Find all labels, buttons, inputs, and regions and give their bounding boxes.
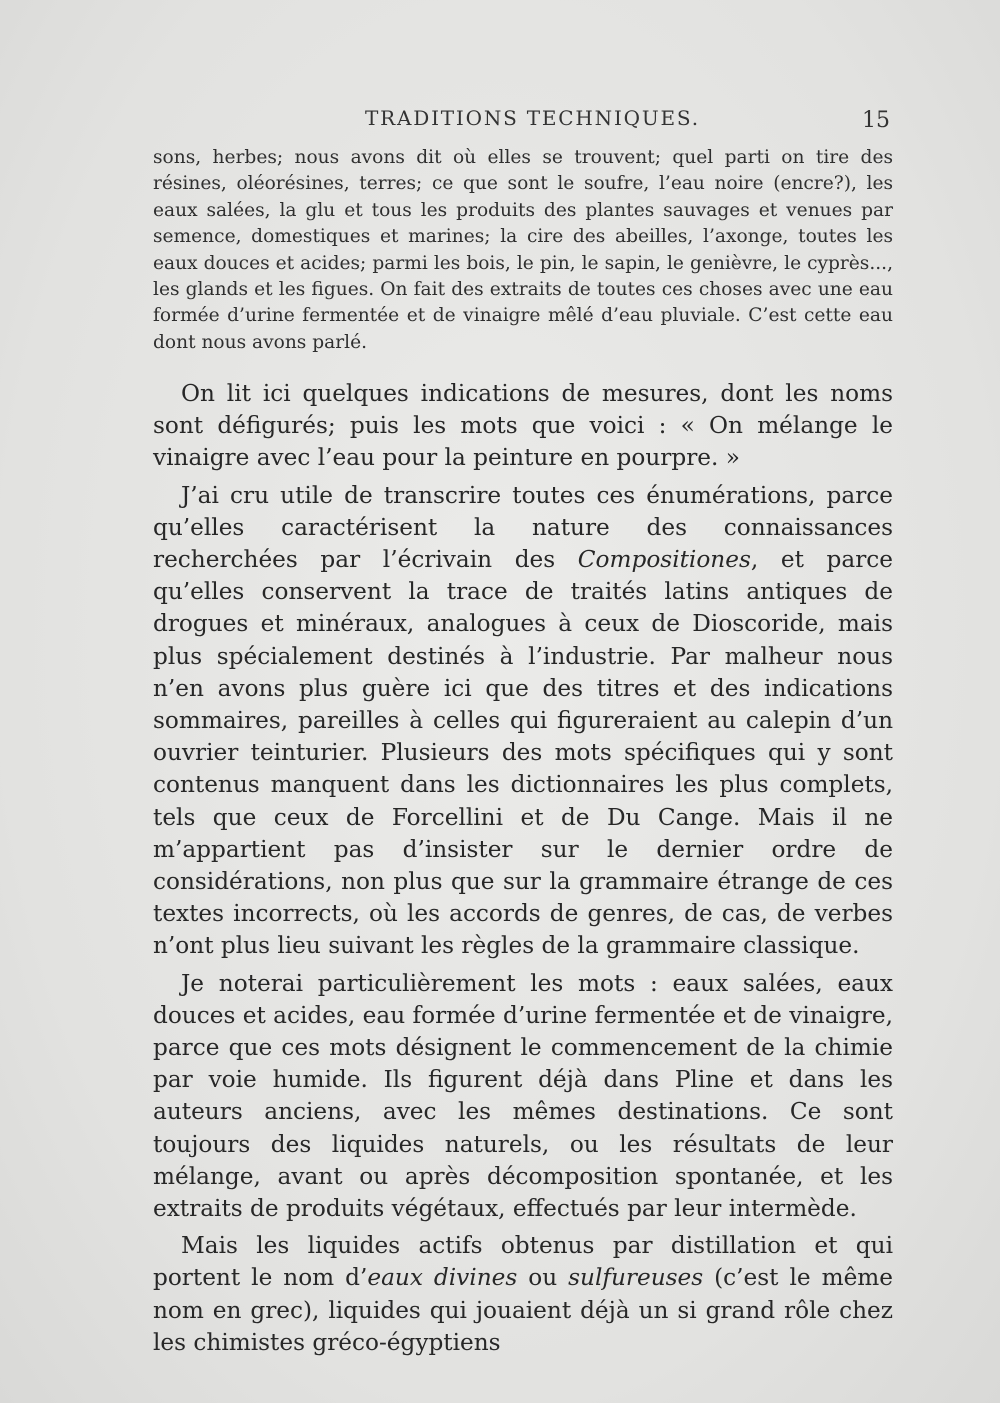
running-title: TRADITIONS TECHNIQUES. <box>365 106 700 130</box>
paragraph-2-part-a: J’ai cru utile de transcrire toutes ces énumérations, parce qu’elles caractérisent la nature des connaissances recherchées par l’écrivain des <box>153 481 893 574</box>
paragraph-2 <box>153 480 893 963</box>
paragraph-4 <box>153 1230 893 1359</box>
quoted-passage <box>153 145 893 356</box>
quote-paragraph: sons, herbes; nous avons dit où elles se trouvent; quel parti on tire des résines, oléorésines, terres; ce que sont le soufre, l’eau noire (encre?), les eaux salées, la glu et tous les produits des plantes sauvages et venues par semence, domestiques et marines; la cire des abeilles, l’axonge, toutes les eaux douces et acides; parmi les bois, le pin, le sapin, le genièvre, le cyprès..., les glands et les figues. On fait des extraits de toutes ces choses avec une eau formée d’urine fermentée et de vinaigre mêlé d’eau pluviale. C’est cette eau dont nous avons parlé. <box>153 147 893 353</box>
paragraph-4-part-b: ou <box>517 1264 569 1292</box>
title-compositiones: Compositiones <box>577 546 751 574</box>
paragraph-2-part-b: , et parce qu’elles conservent la trace de traités latins antiques de drogues et minéraux, analogues à ceux de Dioscoride, mais plus spécialement destinés à l’industrie. Par malheur nous n’en avons plus guère ici que des titres et des indications sommaires, pareilles à celles qui figureraient au calepin d’un ouvrier teinturier. Plusieurs des mots spécifiques qui y sont contenus manquent dans les dictionnaires les plus complets, tels que ceux de Forcellini et de Du Cange. Mais il ne m’appartient pas d’insister sur le dernier ordre de considérations, non plus que sur la grammaire étrange de ces textes incorrects, où les accords de genres, de cas, de verbes n’ont plus lieu suivant les règles de la grammaire classique. <box>153 546 893 960</box>
term-sulfureuses: sulfureuses <box>568 1264 704 1292</box>
main-text <box>153 378 893 1364</box>
paragraph-4-part-a: Mais les liquides actifs obtenus par distillation et qui portent le nom d’ <box>153 1232 893 1292</box>
term-eaux-divines: eaux divines <box>367 1264 518 1292</box>
paragraph-1: On lit ici quelques indications de mesures, dont les noms sont défigurés; puis les mots que voici : « On mélange le vinaigre avec l’eau pour la peinture en pourpre. » <box>153 380 893 472</box>
paragraph-4-part-c: (c’est le même nom en grec), liquides qui jouaient déjà un si grand rôle chez les chimistes gréco-égyptiens <box>153 1264 894 1356</box>
running-head <box>150 102 890 138</box>
page-number: 15 <box>862 108 890 133</box>
paragraph-3: Je noterai particulièrement les mots : eaux salées, eaux douces et acides, eau formée d’urine fermentée et de vinaigre, parce que ces mots désignent le commencement de la chimie par voie humide. Ils figurent déjà dans Pline et dans les auteurs anciens, avec les mêmes destinations. Ce sont toujours des liquides naturels, ou les résultats de leur mélange, avant ou après décomposition spontanée, et les extraits de produits végétaux, effectués par leur intermède. <box>153 969 893 1223</box>
